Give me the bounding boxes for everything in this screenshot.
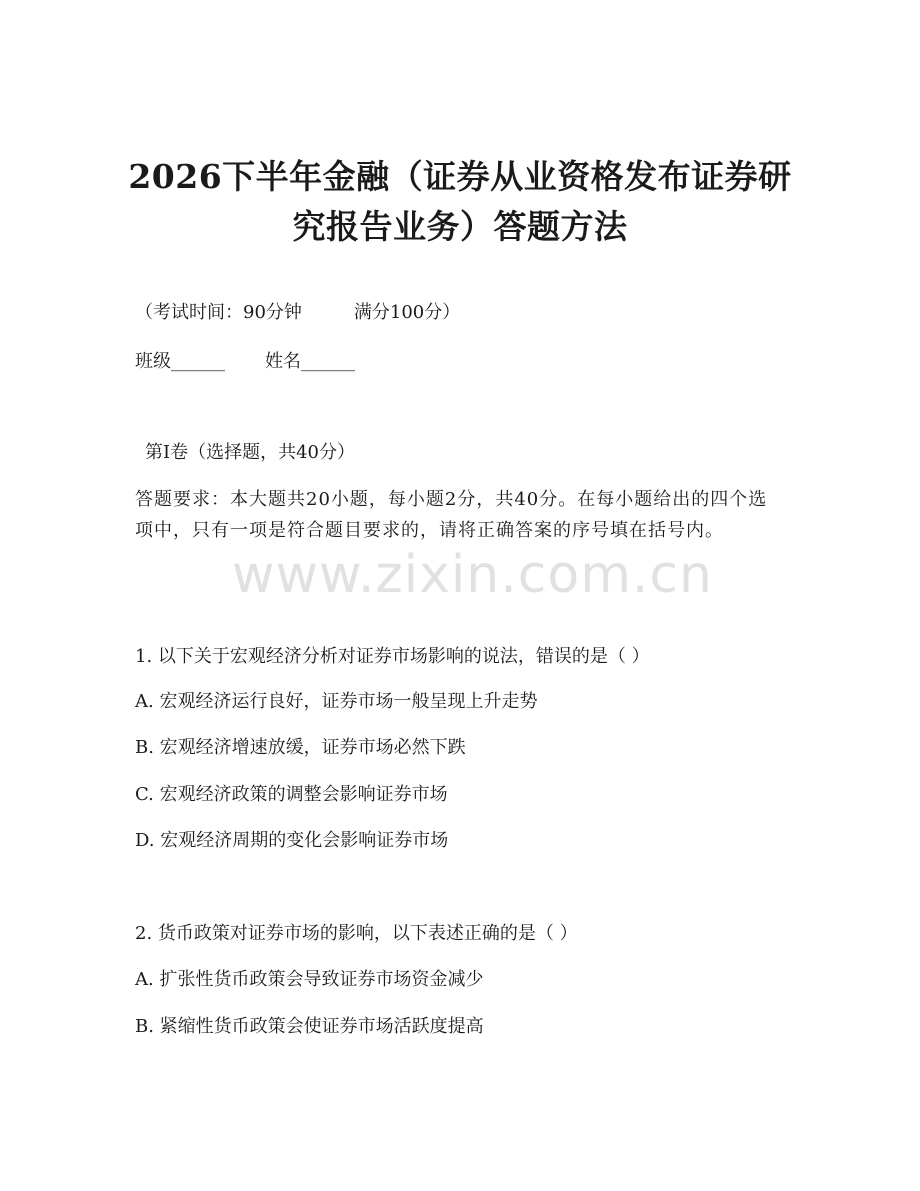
name-field: 姓名______ <box>265 351 355 372</box>
title-line-2: 究报告业务）答题方法 <box>292 207 628 246</box>
question-2-option-a: A. 扩张性货币政策会导致证券市场资金减少 <box>135 969 484 990</box>
section-header: 第Ⅰ卷（选择题，共40分） <box>145 442 356 463</box>
question-1-option-c: C. 宏观经济政策的调整会影响证券市场 <box>135 784 448 805</box>
question-2-stem: 2. 货币政策对证券市场的影响，以下表述正确的是（ ） <box>135 923 578 944</box>
instructions: 答题要求：本大题共20小题，每小题2分，共40分。在每小题给出的四个选项中，只有一项是符合题目要求的，请将正确答案的序号填在括号内。 <box>135 489 768 541</box>
document-title <box>60 152 860 252</box>
question-1-stem: 1. 以下关于宏观经济分析对证券市场影响的说法，错误的是（ ） <box>135 646 650 667</box>
class-field: 班级______ <box>135 351 225 372</box>
question-1-option-d: D. 宏观经济周期的变化会影响证券市场 <box>135 830 449 851</box>
title-line-1: 2026下半年金融（证券从业资格发布证券研 <box>128 157 792 196</box>
exam-info <box>135 301 460 325</box>
student-fields <box>135 350 355 374</box>
watermark: www.zixin.com.cn <box>232 545 713 605</box>
question-1-option-b: B. 宏观经济增速放缓，证券市场必然下跌 <box>135 737 466 758</box>
question-1-option-a: A. 宏观经济运行良好，证券市场一般呈现上升走势 <box>135 691 538 712</box>
question-2-option-b: B. 紧缩性货币政策会使证券市场活跃度提高 <box>135 1016 484 1037</box>
exam-score: 满分100分） <box>353 302 461 323</box>
exam-time: （考试时间：90分钟 <box>135 302 302 323</box>
